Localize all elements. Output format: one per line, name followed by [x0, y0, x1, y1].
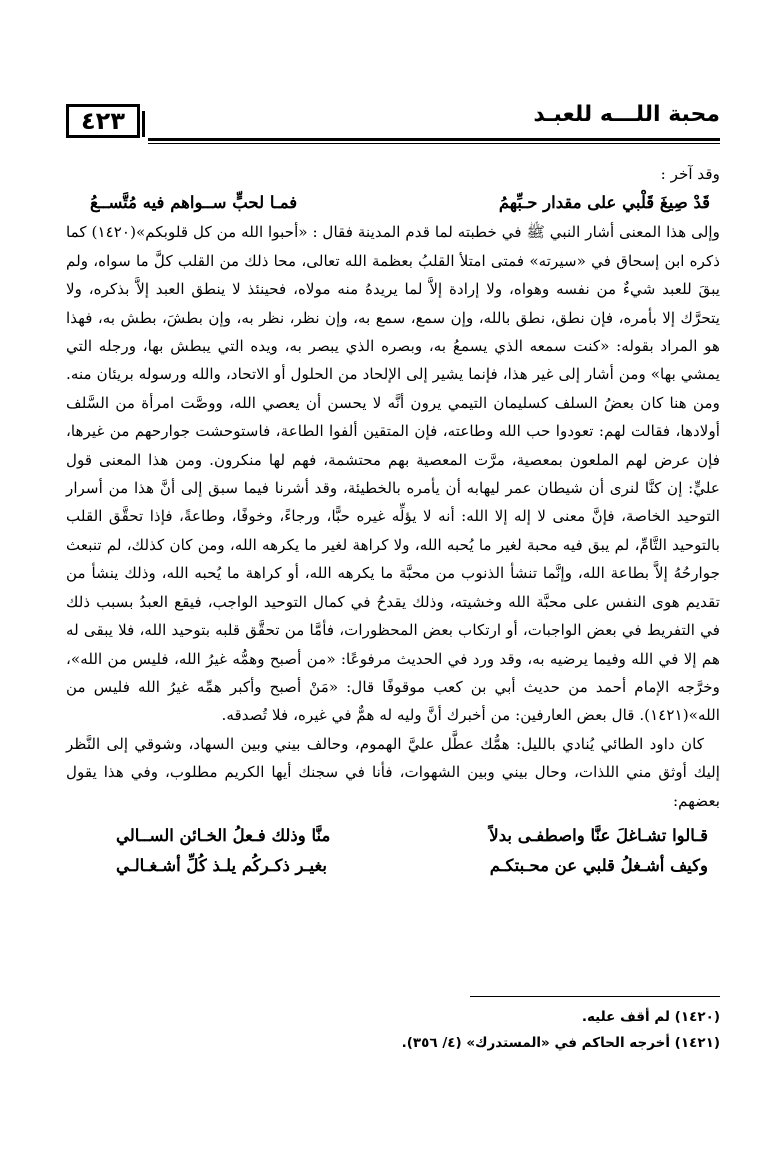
poem-block — [66, 821, 720, 881]
verse-2-right: قـالوا تشـاغلَ عنَّا واصطفـى بدلاً — [489, 825, 708, 845]
verse-line-1 — [66, 188, 720, 218]
verse-3-left: بغيـر ذكـركُم يلـذ كُلِّ أشـغـالـي — [116, 855, 328, 875]
intro-line: وقد آخر : — [660, 165, 720, 183]
footnotes — [66, 1004, 720, 1056]
paragraph-1: وإلى هذا المعنى أشار النبي ﷺ في خطبته لما قدم المدينة فقال : «أحبوا الله من كل قلوبكم»(١٤٢٠) كما ذكره ابن إسحاق في «سيرته» فمتى امتلأ القلبُ بعظمة الله تعالى، محا ذلك من القلب كلَّ ما سواه، ولم يبقَ للعبد شيءٌ من نفسه وهواه، ولا إرادة إلاَّ لما يريدهُ منه مولاه، فحينئذ لا ينطق العبد إلاَّ بذكره، ولا يتحرَّك إلا بأمره، فإن نطق، نطق بالله، وإن سمع، سمع به، وإن نظر، نظر به، وإن بطشَ، بطش به، فهذا هو المراد بقوله: «كنت سمعه الذي يسمعُ به، وبصره الذي يبصر به، ويده التي يبطش بها، ورجله التي يمشي بها» ومن أشار إلى غير هذا، فإنما يشير إلى الإلحاد من الحلول أو الاتحاد، والله ورسوله بريئان منه. ومن هنا كان بعضُ السلف كسليمان التيمي يرون أنَّه لا يحسن أن يعصي الله، ووصَّت امرأة من السَّلف أولادها، فقالت لهم: تعودوا حب الله وطاعته، فإن المتقين ألفوا الطاعة، فاستوحشت جوارحهم من غيرها، فإن عرض لهم الملعون بمعصية، مرَّت المعصية بهم محتشمة، فهم لها منكرون. ومن هذا المعنى قول عليٍّ: إن كنَّا لنرى أن شيطان عمر ليهابه أن يأمره بالخطيئة، وقد أشرنا فيما سبق إلى أنَّ هذا من أسرار التوحيد الخاصة، فإنَّ معنى لا إله إلا الله: أنه لا يؤلِّه غيره حبًّا، ورجاءً، وخوفًا، وطاعةً، فإذا تحقَّق القلب بالتوحيد التَّامِّ، لم يبق فيه محبة لغير ما يُحبه الله، ولا كراهة لغير ما يكرهه الله، ومن كان كذلك، لم تنبعث جوارحُهُ إلاَّ بطاعة الله، وإنَّما تنشأ الذنوب من محبَّة ما يكرهه الله، أو كراهة ما يُحبه الله، وذلك ينشأ من تقديم هوى النفس على محبَّة الله وخشيته، وذلك يقدحُ في كمال التوحيد الواجب، فيقع العبدُ بسبب ذلك في التفريط في بعض الواجبات، أو ارتكاب بعض المحظورات، فأمَّا من تحقَّق قلبه بتوحيد الله، فلا يبقى له هم إلا في الله وفيما يرضيه به، وقد ورد في الحديث مرفوعًا: «من أصبح وهمُّه غيرُ الله، فليس من الله»، وخرَّجه الإمام أحمد من حديث أبي بن كعب موقوفًا قال: «مَنْ أصبح وأكبر همِّه غيرُ الله فليس من الله»(١٤٢١). قال بعض العارفين: من أخبرك أنَّ وليه له همٌّ في غيره، فلا تُصدقه. — [66, 223, 720, 725]
page-header — [66, 100, 720, 148]
header-rule — [148, 138, 720, 141]
verse-3-right: وكيف أشـغلُ قلبي عن محـبتكـم — [489, 855, 708, 875]
verse-2-left: منَّا وذلك فـعلُ الخـائن الســالي — [116, 825, 331, 845]
footnote-separator — [470, 996, 720, 997]
verse-1-right: قَدْ صِيغَ قَلْبي على مقدار حـبِّهمُ — [498, 193, 710, 213]
header-rule-thin — [148, 143, 720, 144]
footnote-1420: (١٤٢٠) لم أقف عليه. — [581, 1009, 720, 1025]
main-text — [66, 160, 720, 883]
verse-line-3 — [66, 851, 720, 881]
paragraph-2: كان داود الطائي يُنادي بالليل: همُّك عطَّل عليَّ الهموم، وحالف بيني وبين السهاد، وشوقي إلى النَّظر إليك أوثق مني اللذات، وحال بيني وبين الشهوات، فأنا في سجنك أيها الكريم مطلوب، وفي هذا يقول بعضهم: — [66, 734, 720, 810]
footnote-1421: (١٤٢١) أخرجه الحاكم في «المستدرك» (٤/ ٣٥٦). — [401, 1035, 720, 1051]
verse-line-2 — [66, 821, 720, 851]
running-title: محبة اللـــه للعبـد — [533, 102, 720, 127]
verse-1-left: فمـا لحبٍّ ســواهم فيه مُتَّســعُ — [90, 193, 298, 213]
page-number: ٤٢٣ — [66, 104, 140, 138]
